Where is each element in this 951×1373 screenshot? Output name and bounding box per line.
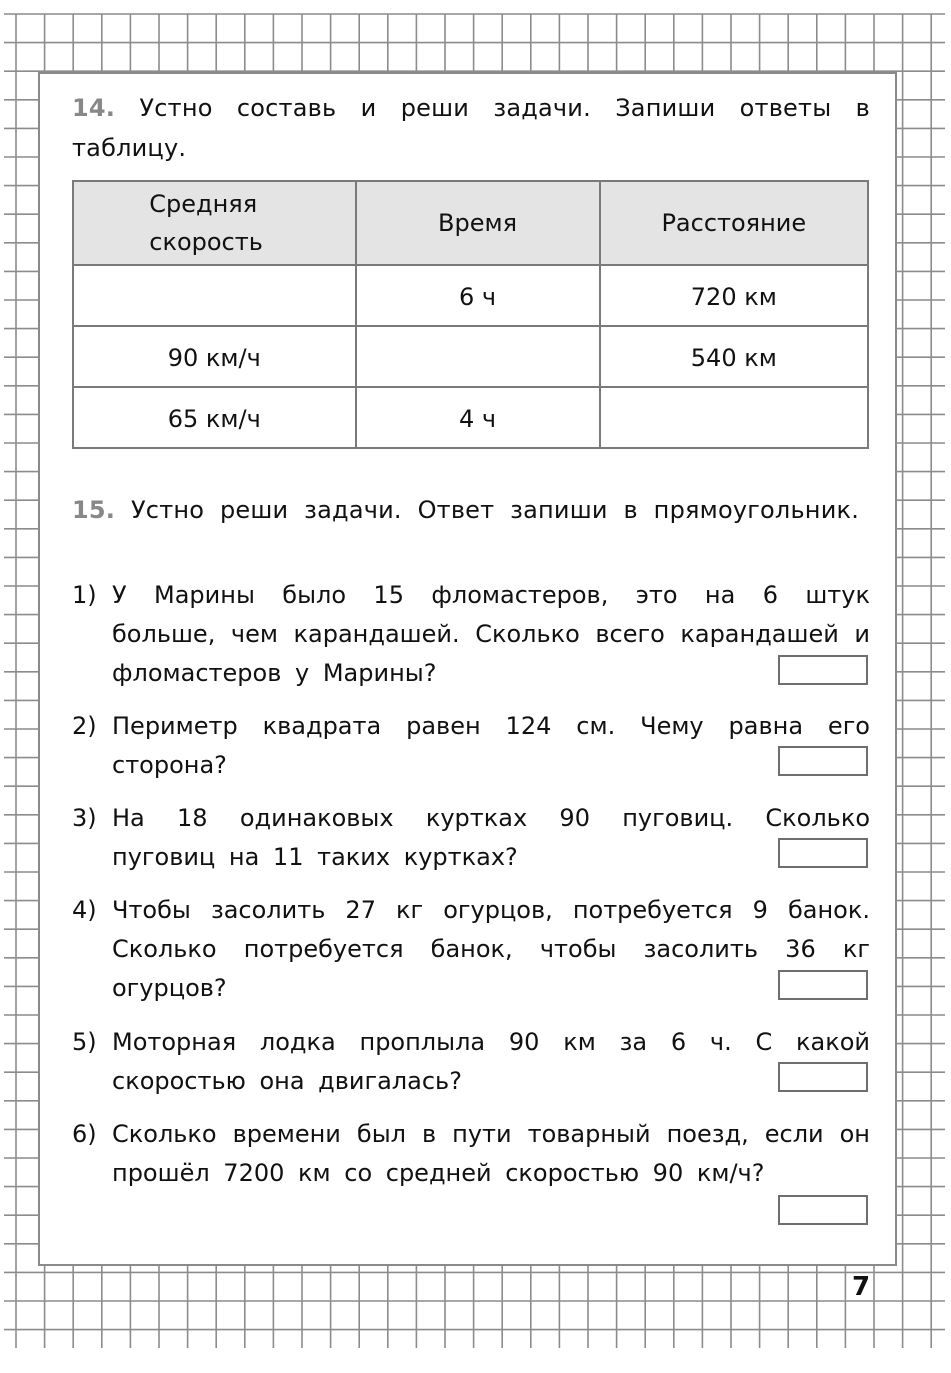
- problem-text: Моторная лодка проплыла 90 км за 6 ч. С какой скоростью она двигалась?: [112, 1028, 870, 1095]
- problem-number: 2): [72, 712, 97, 740]
- cell-distance[interactable]: [600, 387, 868, 448]
- task-15-number: 15.: [72, 496, 116, 524]
- cell-speed[interactable]: [73, 265, 356, 326]
- problem-number: 4): [72, 896, 97, 924]
- problem-text: Сколько времени был в пути товарный поезд, если он прошёл 7200 км со средней скоростью 90 км/ч?: [112, 1120, 870, 1187]
- speed-time-distance-table: [72, 180, 869, 449]
- answer-box-5[interactable]: [778, 1062, 868, 1092]
- answer-box-1[interactable]: [778, 655, 868, 685]
- cell-distance: 540 км: [600, 326, 868, 387]
- problem-3: [72, 799, 870, 877]
- cell-time: 6 ч: [356, 265, 600, 326]
- problem-number: 5): [72, 1028, 97, 1056]
- task-14-instruction: Устно составь и реши задачи. Запиши ответы в таблицу.: [72, 94, 870, 162]
- problem-text: У Марины было 15 фломастеров, это на 6 штук больше, чем карандашей. Сколько всего карандашей и фломастеров у Марины?: [112, 581, 870, 687]
- table-header-row: [73, 181, 868, 265]
- problem-5: [72, 1023, 870, 1101]
- task-14-heading: [72, 88, 870, 168]
- answer-box-3[interactable]: [778, 838, 868, 868]
- cell-distance: 720 км: [600, 265, 868, 326]
- problem-number: 6): [72, 1120, 97, 1148]
- page-number: 7: [852, 1272, 871, 1302]
- header-time: Время: [356, 181, 600, 265]
- problem-text: На 18 одинаковых куртках 90 пуговиц. Сколько пуговиц на 11 таких куртках?: [112, 804, 870, 871]
- table-row: [73, 387, 868, 448]
- header-average-speed: Средняя скорость: [73, 181, 356, 265]
- problem-number: 1): [72, 581, 97, 609]
- problem-number: 3): [72, 804, 97, 832]
- answer-box-6[interactable]: [778, 1195, 868, 1225]
- task-15-instruction: Устно реши задачи. Ответ запиши в прямоугольник.: [130, 496, 860, 524]
- problem-1: [72, 576, 870, 693]
- task-15-heading: [72, 490, 870, 530]
- cell-speed: 65 км/ч: [73, 387, 356, 448]
- task-14-number: 14.: [72, 94, 116, 122]
- problem-6: [72, 1115, 870, 1193]
- answer-box-2[interactable]: [778, 746, 868, 776]
- cell-speed: 90 км/ч: [73, 326, 356, 387]
- problem-text: Чтобы засолить 27 кг огурцов, потребуется 9 банок. Сколько потребуется банок, чтобы засолить 36 кг огурцов?: [112, 896, 870, 1002]
- header-distance: Расстояние: [600, 181, 868, 265]
- problem-4: [72, 891, 870, 1008]
- answer-box-4[interactable]: [778, 970, 868, 1000]
- cell-time[interactable]: [356, 326, 600, 387]
- table-row: [73, 326, 868, 387]
- cell-time: 4 ч: [356, 387, 600, 448]
- problem-text: Периметр квадрата равен 124 см. Чему равна его сторона?: [112, 712, 870, 779]
- problem-2: [72, 707, 870, 785]
- table-row: [73, 265, 868, 326]
